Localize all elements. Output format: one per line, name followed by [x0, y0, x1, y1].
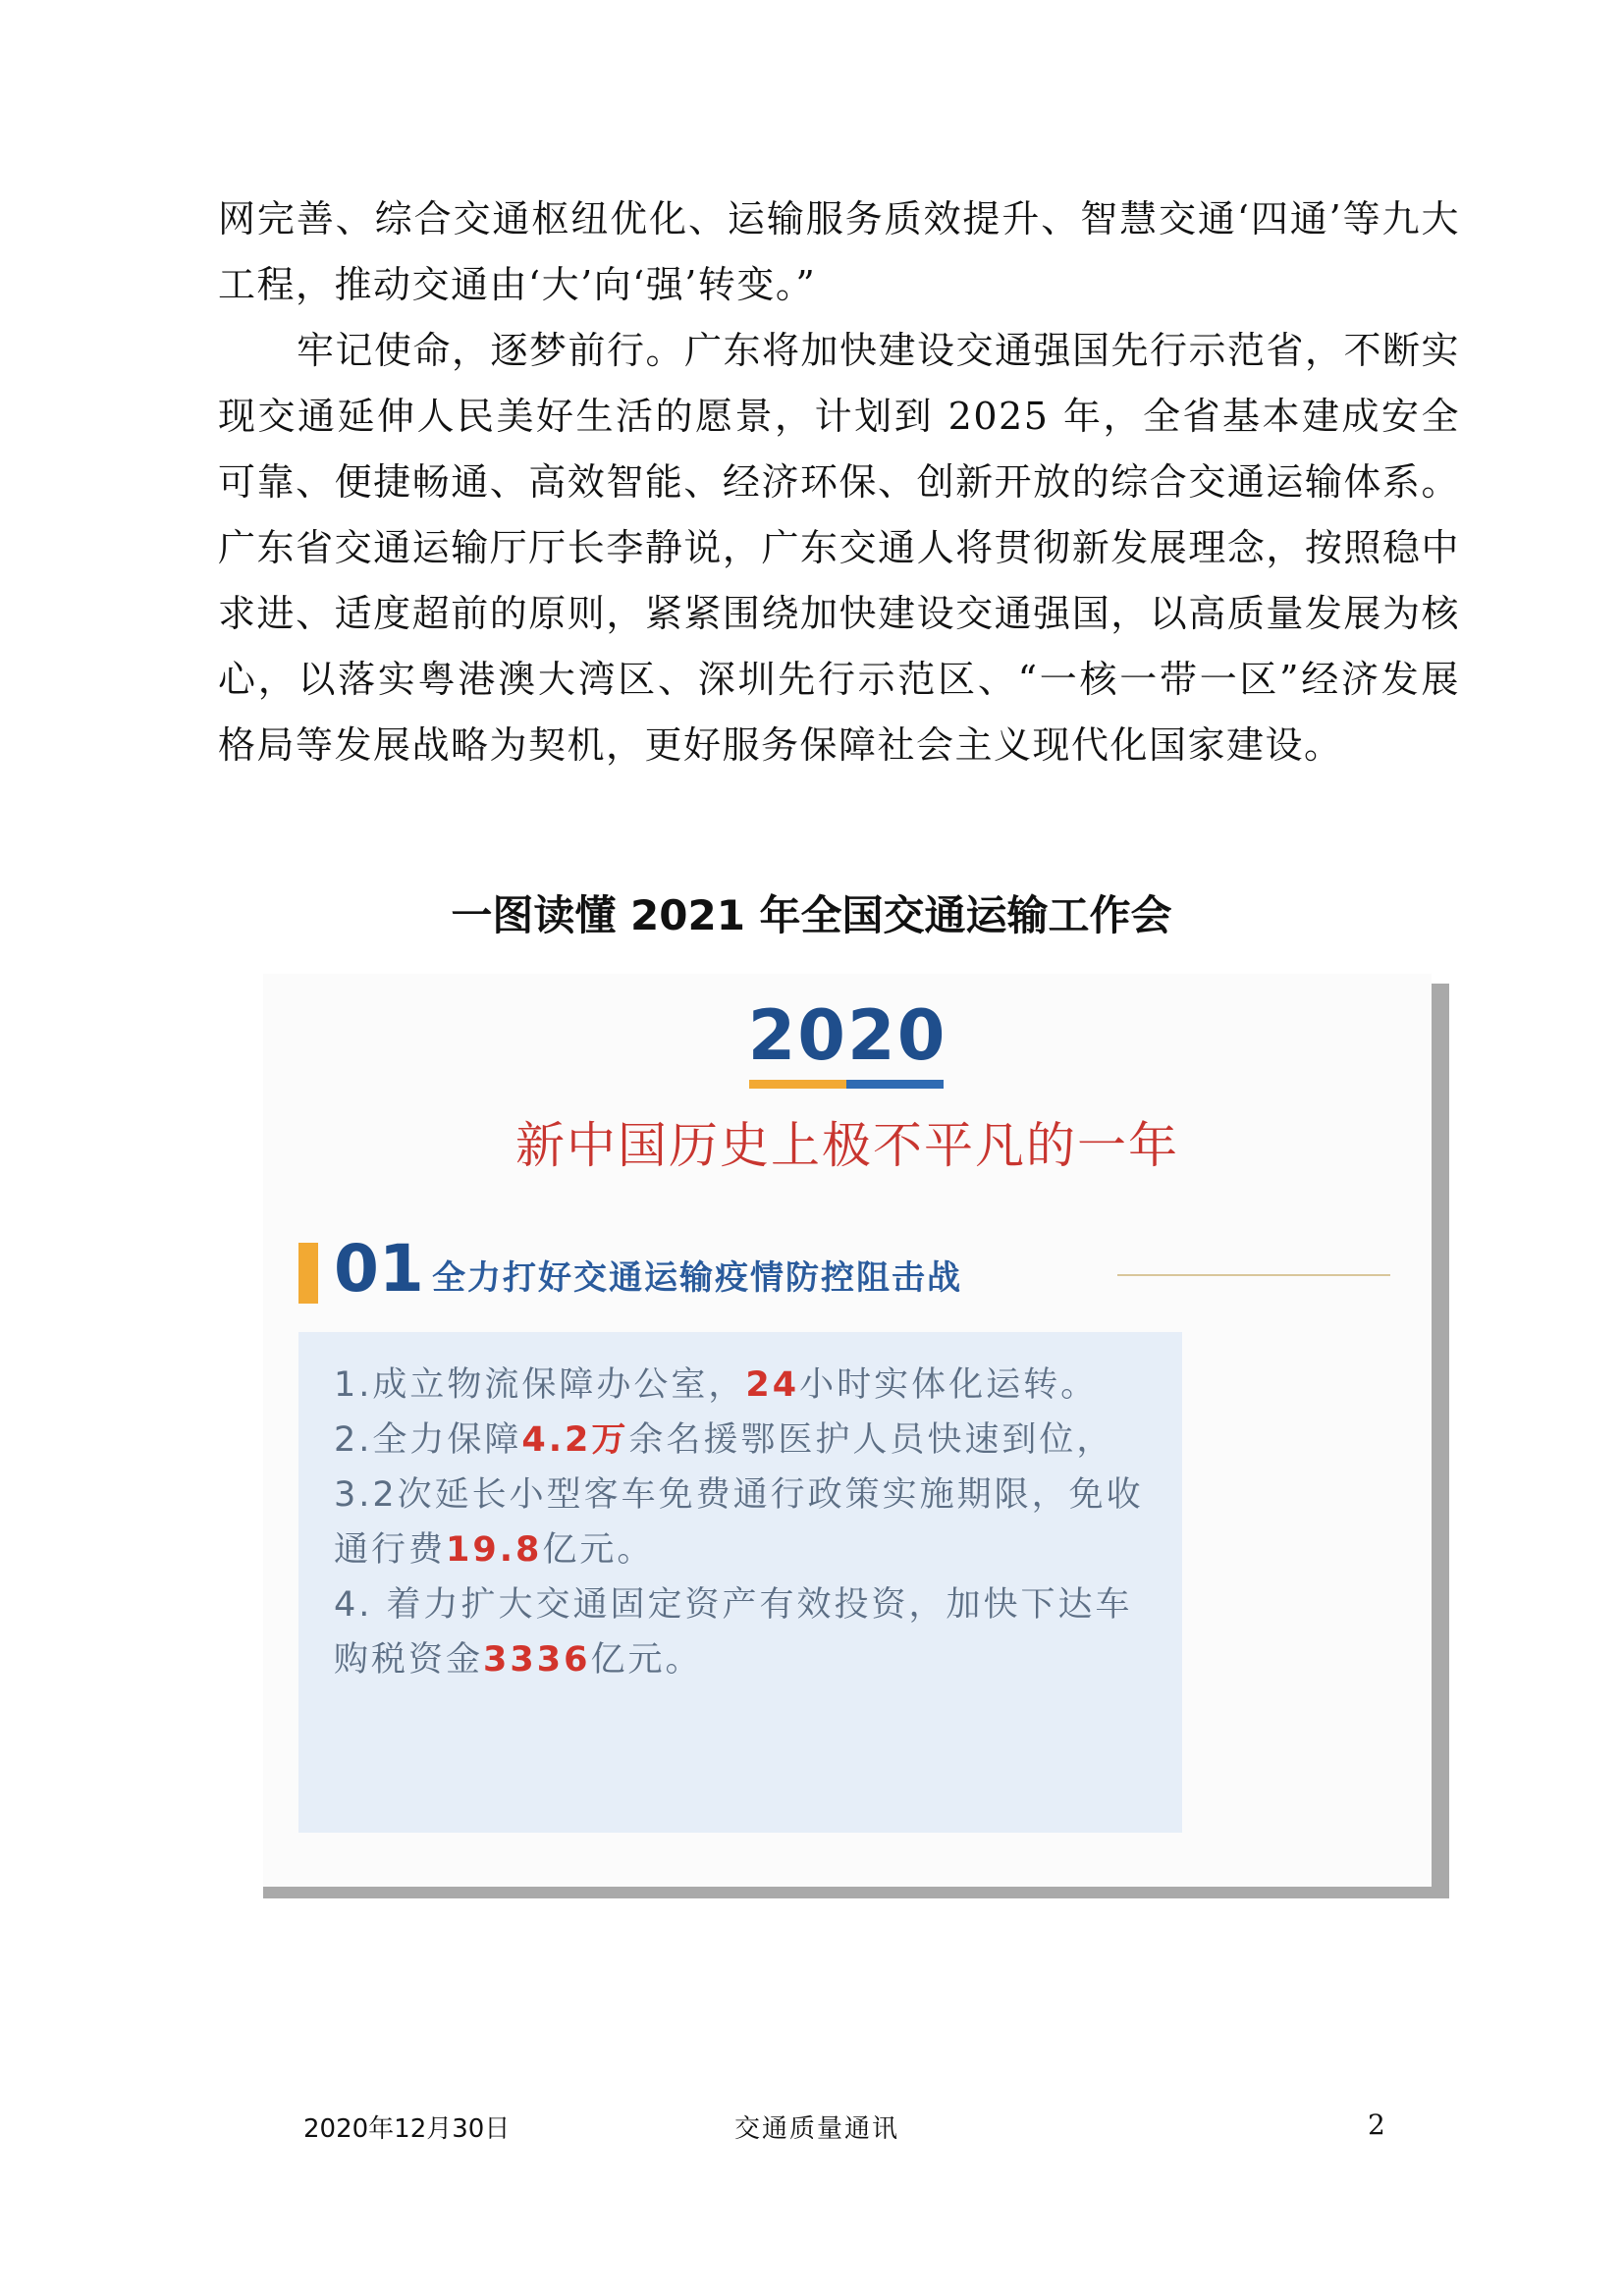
infographic-subtitle: 新中国历史上极不平凡的一年 — [515, 1117, 1179, 1174]
section-marker-bar — [298, 1243, 318, 1304]
highlight-number: 4.2万 — [521, 1420, 629, 1460]
section-divider-line — [1117, 1274, 1390, 1276]
year-underline-divider — [749, 1080, 944, 1089]
footer-date: 2020年12月30日 — [303, 2114, 511, 2144]
highlight-number: 3336 — [483, 1640, 591, 1680]
list-item: 4. 着力扩大交通固定资产有效投资，加快下达车购税资金3336亿元。 — [334, 1585, 1133, 1680]
paragraph-guangdong: 牢记使命，逐梦前行。广东将加快建设交通强国先行示范省，不断实现交通延伸人民美好生活的愿景，计划到 2025 年，全省基本建成安全可靠、便捷畅通、高效智能、经济环保、创新开放的综合交通运输体系。广东省交通运输厅厅长李静说，广东交通人将贯彻新发展理念，按照稳中求进、适度超前的原则，紧紧围绕加快建设交通强国，以高质量发展为核心，以落实粤港澳大湾区、深圳先行示范区、“一核一带一区”经济发展格局等发展战略为契机，更好服务保障社会主义现代化国家建设。 — [218, 329, 1461, 767]
paragraph-continuation: 网完善、综合交通枢纽优化、运输服务质效提升、智慧交通‘四通’等九大工程，推动交通由‘大’向‘强’转变。” — [218, 197, 1460, 306]
list-item: 3.2次延长小型客车免费通行政策实施期限，免收通行费19.8亿元。 — [334, 1475, 1144, 1570]
article-body — [218, 187, 1460, 778]
footer-page-number: 2 — [1368, 2109, 1385, 2141]
infographic-shadow-right — [1432, 984, 1449, 1898]
infographic-year: 2020 — [747, 995, 947, 1076]
measures-list-box — [298, 1332, 1182, 1833]
list-item: 2.全力保障4.2万余名援鄂医护人员快速到位， — [334, 1420, 1114, 1460]
infographic-image — [263, 974, 1432, 1887]
underline-blue-segment — [846, 1080, 944, 1089]
footer-publication: 交通质量通讯 — [734, 2114, 900, 2144]
list-item: 1.成立物流保障办公室，24小时实体化运转。 — [334, 1365, 1099, 1405]
section-title: 全力打好交通运输疫情防控阻击战 — [432, 1258, 962, 1298]
highlight-number: 24 — [745, 1365, 800, 1405]
figure-title: 一图读懂 2021 年全国交通运输工作会 — [451, 891, 1172, 939]
highlight-number: 19.8 — [446, 1530, 543, 1570]
section-number: 01 — [334, 1231, 424, 1307]
underline-orange-segment — [749, 1080, 846, 1089]
